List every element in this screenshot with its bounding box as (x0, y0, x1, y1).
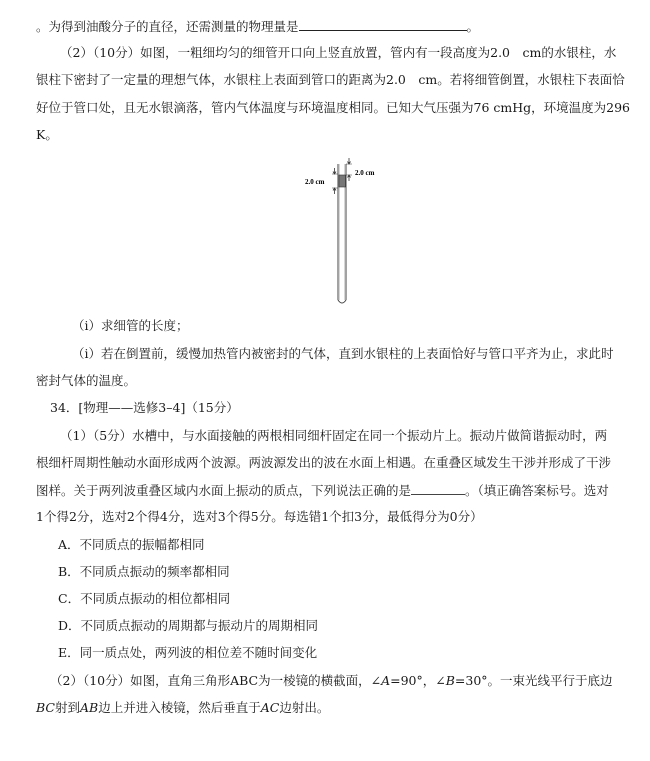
question-34-1-line (36, 482, 609, 499)
question-34-2-line (36, 700, 329, 716)
arrow-up-icon (348, 175, 351, 181)
option-e: E．同一质点处，两列波的相位差不随时间变化 (58, 645, 318, 660)
text: A (381, 673, 391, 688)
text: BC (36, 700, 55, 715)
question-34-1-line: 1个得2分，选对2个得4分，选对3个得5分。每选错1个扣3分，最低得分为0分） (36, 509, 483, 524)
option-c: C．不同质点振动的相位都相同 (58, 591, 231, 606)
option-a: A．不同质点的振幅都相同 (58, 537, 205, 552)
text: B (445, 673, 455, 688)
answer-blank[interactable] (411, 482, 465, 495)
text: 边射出。 (279, 700, 330, 715)
text: 。（填正确答案标号。选对 (465, 483, 609, 498)
text: =30°。一束光线平行于底边 (454, 673, 613, 688)
text: 边上并进入棱镜，然后垂直于 (98, 700, 261, 715)
arrow-up-icon (333, 188, 336, 194)
text: AB (80, 700, 99, 715)
text: （2）（10分）如图，直角三角形ABC为一棱镜的横截面，∠ (50, 673, 382, 688)
text-line (36, 18, 479, 35)
sub-question-i: （i）求细管的长度； (72, 318, 189, 333)
tube-bottom (338, 300, 346, 303)
question-2-line: （2）（10分）如图，一粗细均匀的细管开口向上竖直放置，管内有一段高度为2.0 cm的水银柱，水 (60, 45, 617, 60)
tube-diagram (300, 156, 400, 308)
arrow-down-icon (333, 168, 336, 174)
text: 图样。关于两列波重叠区域内水面上振动的质点，下列说法正确的是 (36, 483, 412, 498)
label-gap-height: 2.0 cm (355, 169, 375, 177)
question-2-line: K。 (36, 127, 58, 142)
arrow-down-icon (348, 158, 351, 164)
text: 。 (466, 19, 480, 34)
question-34-title: 34．[物理——选修3–4]（15分） (50, 400, 239, 415)
question-34-1-line: 根细杆周期性触动水面形成两个波源。两波源发出的波在水面上相遇。在重叠区域发生干涉并形成了干涉 (36, 455, 612, 470)
question-2-line: 好位于管口处，且无水银滴落，管内气体温度与环境温度相同。已知大气压强为76 cmHg，环境温度为296 (36, 100, 630, 115)
answer-blank[interactable] (299, 18, 467, 31)
label-mercury-height: 2.0 cm (305, 178, 325, 186)
question-34-2-line (50, 673, 613, 689)
option-b: B．不同质点振动的频率都相同 (58, 564, 230, 579)
option-d: D．不同质点振动的周期都与振动片的周期相同 (58, 618, 319, 633)
text: =90°，∠ (390, 673, 446, 688)
question-34-1-line: （1）（5分）水槽中，与水面接触的两根相同细杆固定在同一个振动片上。振动片做简谐振动时，两 (60, 428, 608, 443)
text: 。为得到油酸分子的直径，还需测量的物理量是 (36, 19, 299, 34)
sub-question-ii-cont: 密封气体的温度。 (36, 373, 137, 388)
mercury-column (339, 175, 346, 187)
question-2-line: 银柱下密封了一定量的理想气体，水银柱上表面到管口的距离为2.0 cm。若将细管倒置，水银柱下表面恰 (36, 72, 625, 87)
sub-question-ii: （i）若在倒置前，缓慢加热管内被密封的气体，直到水银柱的上表面恰好与管口平齐为止，求此时 (72, 346, 614, 361)
text: AC (260, 700, 280, 715)
text: 射到 (54, 700, 80, 715)
